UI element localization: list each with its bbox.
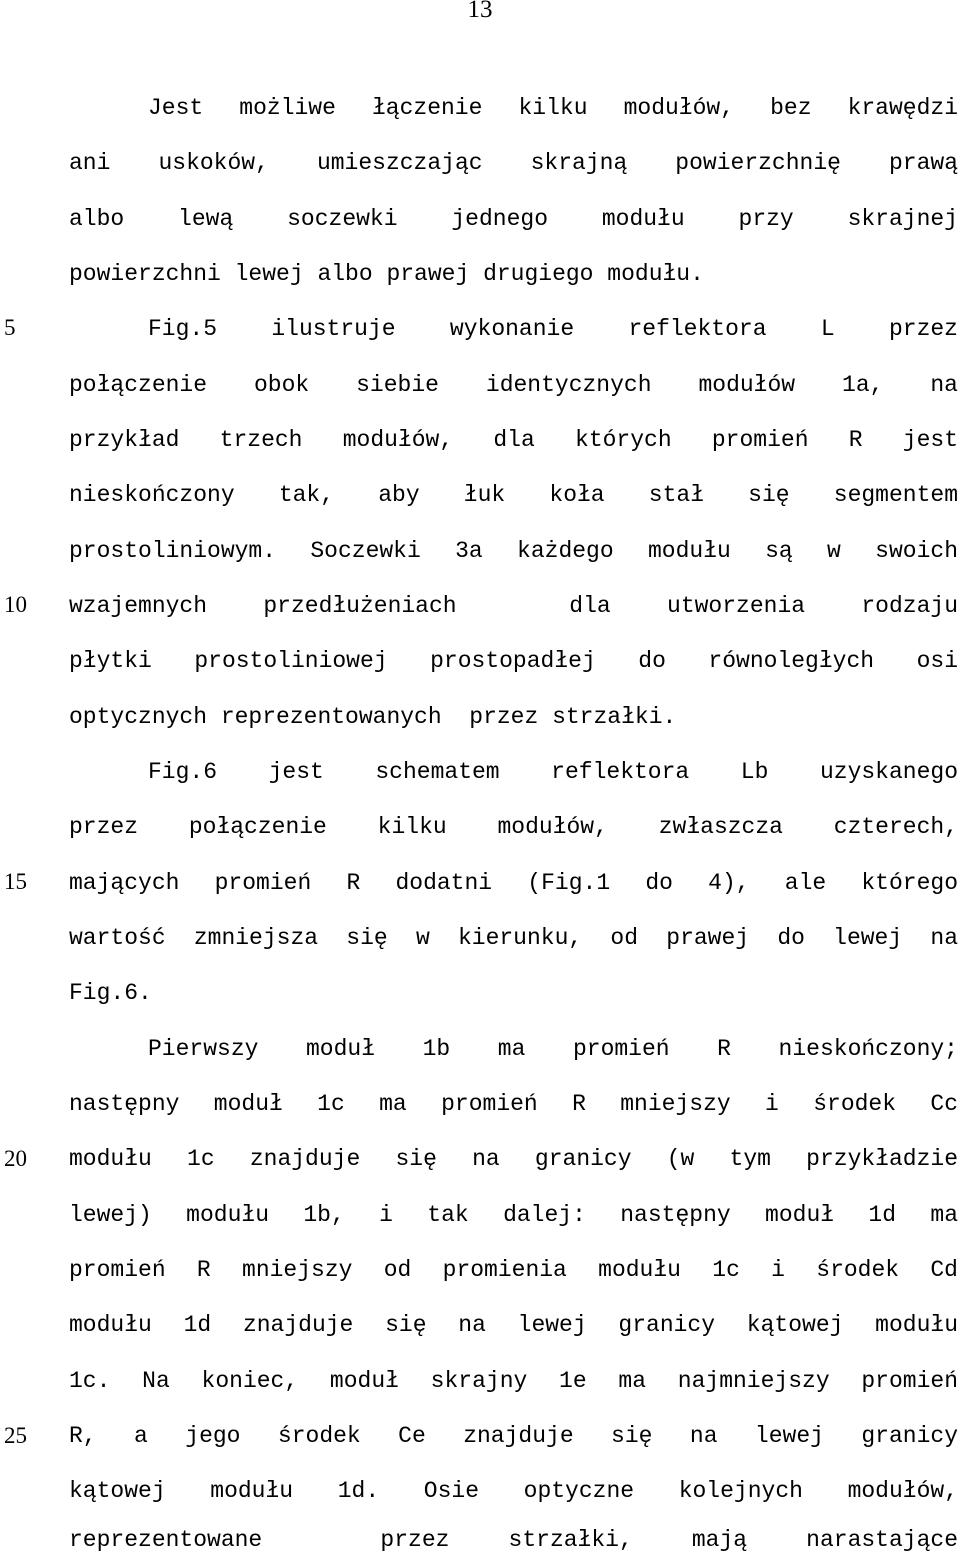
text-line: powierzchni lewej albo prawej drugiego modułu. (69, 261, 704, 287)
margin-line-numbers (0, 0, 40, 1559)
text-line: Jest możliwe łączenie kilku modułów, bez krawędzi (148, 95, 958, 121)
text-line: wartość zmniejsza się w kierunku, od prawej do lewej na (69, 925, 958, 951)
text-line: nieskończony tak, aby łuk koła stał się segmentem (69, 482, 958, 508)
text-line: lewej) modułu 1b, i tak dalej: następny moduł 1d ma (69, 1202, 958, 1228)
text-line: wzajemnych przedłużeniach dla utworzenia rodzaju (69, 593, 958, 619)
text-line: następny moduł 1c ma promień R mniejszy i środek Cc (69, 1091, 958, 1117)
text-line: modułu 1c znajduje się na granicy (w tym przykładzie (69, 1146, 958, 1172)
line-number-20: 20 (4, 1146, 27, 1171)
text-line: R, a jego środek Ce znajduje się na lewej granicy (69, 1423, 958, 1449)
text-line: kątowej modułu 1d. Osie optyczne kolejnych modułów, (69, 1478, 958, 1504)
text-line: ani uskoków, umieszczając skrajną powierzchnię prawą (69, 150, 958, 176)
text-line: Fig.6 jest schematem reflektora Lb uzyskanego (148, 759, 958, 785)
text-line: optycznych reprezentowanych przez strzałki. (69, 704, 677, 730)
text-line: mających promień R dodatni (Fig.1 do 4), ale którego (69, 870, 958, 896)
line-number-25: 25 (4, 1423, 27, 1448)
line-number-15: 15 (4, 869, 27, 894)
line-number-10: 10 (4, 592, 27, 617)
text-line: reprezentowane przez strzałki, mają narastające (69, 1527, 958, 1553)
text-line: płytki prostoliniowej prostopadłej do równoległych osi (69, 648, 958, 674)
text-line: albo lewą soczewki jednego modułu przy skrajnej (69, 206, 958, 232)
text-line: prostoliniowym. Soczewki 3a każdego modułu są w swoich (69, 538, 958, 564)
page-number: 13 (467, 0, 493, 23)
line-number-5: 5 (4, 315, 16, 340)
text-line: Pierwszy moduł 1b ma promień R nieskończony; (148, 1036, 958, 1062)
text-line: przykład trzech modułów, dla których promień R jest (69, 427, 958, 453)
text-line: promień R mniejszy od promienia modułu 1c i środek Cd (69, 1257, 958, 1283)
text-line: modułu 1d znajduje się na lewej granicy kątowej modułu (69, 1312, 958, 1338)
text-line: Fig.5 ilustruje wykonanie reflektora L przez (148, 316, 958, 342)
text-line: Fig.6. (69, 980, 152, 1006)
text-line: przez połączenie kilku modułów, zwłaszcza czterech, (69, 814, 958, 840)
text-line: połączenie obok siebie identycznych modułów 1a, na (69, 372, 958, 398)
text-line: 1c. Na koniec, moduł skrajny 1e ma najmniejszy promień (69, 1368, 958, 1394)
